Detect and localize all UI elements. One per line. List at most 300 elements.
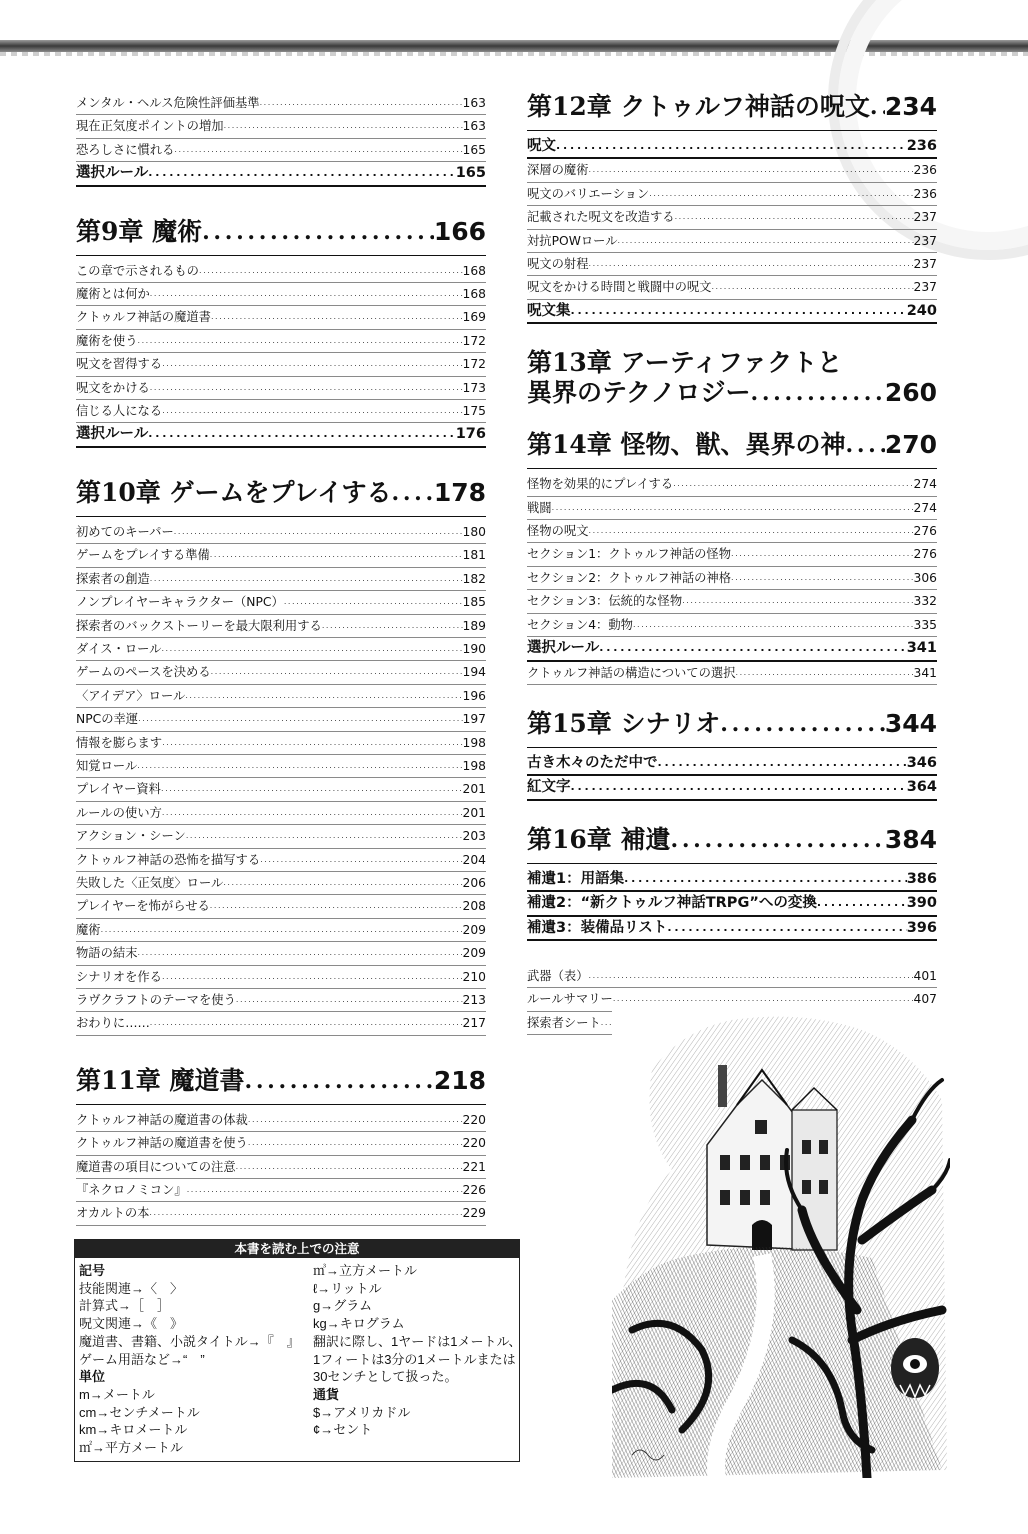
toc-entry-page: 196 <box>462 688 486 703</box>
toc-entry-page: 176 <box>455 426 486 443</box>
dot-leader <box>618 230 914 252</box>
toc-entry[interactable] <box>527 543 937 566</box>
toc-entry-page: 274 <box>913 500 937 515</box>
toc-entry-page: 221 <box>462 1159 486 1174</box>
toc-entry-title: 補遺2：“新クトゥルフ神話TRPG”への変換 <box>527 895 817 912</box>
toc-entry[interactable] <box>527 662 937 685</box>
dot-leader <box>649 183 913 205</box>
spacer <box>76 187 486 217</box>
toc-entry-title: 選択ルール <box>76 426 149 443</box>
dot-leader <box>589 159 914 181</box>
toc-entry-title: セクション4：動物 <box>527 617 633 632</box>
dot-leader <box>731 567 913 589</box>
toc-entry-title: メンタル・ヘルス危険性評価基準 <box>76 96 260 110</box>
toc-entry-page: 163 <box>462 119 486 134</box>
toc-entry-page: 173 <box>462 380 486 395</box>
notes-column-left <box>79 1262 309 1457</box>
dot-leader <box>751 378 885 408</box>
dot-leader <box>162 966 463 988</box>
chapter-title: 第15章 シナリオ <box>527 708 721 738</box>
dot-leader <box>138 330 463 352</box>
toc-entry-page: 236 <box>913 186 937 201</box>
notes-heading: 通貨 <box>313 1386 340 1402</box>
spacer <box>527 420 937 430</box>
dot-leader <box>658 752 907 774</box>
toc-entry-title: おわりに…… <box>76 1016 150 1031</box>
toc-entry-page: 220 <box>462 1136 486 1151</box>
toc-entry[interactable] <box>527 776 937 800</box>
toc-entry-page: 236 <box>906 138 937 154</box>
toc-entry-page: 169 <box>462 310 486 325</box>
toc-entry-page: 175 <box>462 404 486 419</box>
dot-leader <box>224 115 463 137</box>
toc-entry-title: 選択ルール <box>76 165 149 182</box>
toc-entry[interactable] <box>527 159 937 182</box>
chapter-page: 344 <box>884 708 937 738</box>
toc-entry-title: 深層の魔術 <box>527 163 589 178</box>
dot-leader <box>624 868 907 890</box>
toc-entry[interactable] <box>527 230 937 253</box>
chapter-heading[interactable] <box>76 1066 486 1105</box>
notes-line: ゲーム用語など→“ ” <box>79 1351 205 1367</box>
toc-entry[interactable] <box>76 1012 486 1035</box>
toc-entry-title: ダイス・ロール <box>76 641 162 656</box>
toc-entry-page: 209 <box>462 946 486 961</box>
notes-line: kg→キログラム <box>313 1316 405 1332</box>
toc-entry[interactable] <box>76 989 486 1012</box>
toc-entry-page: 220 <box>462 1112 486 1127</box>
notes-heading: 記号 <box>79 1263 106 1278</box>
dot-leader <box>571 300 907 322</box>
toc-entry-page: 401 <box>913 968 937 983</box>
chapter-title: 第16章 補遺 <box>527 824 671 854</box>
dot-leader <box>161 638 462 660</box>
toc-entry-page: 197 <box>462 712 486 727</box>
toc-entry-page: 206 <box>462 875 486 890</box>
toc-entry[interactable] <box>527 614 937 637</box>
toc-entry-page: 213 <box>462 993 486 1007</box>
toc-entry[interactable] <box>76 825 486 848</box>
toc-entry[interactable] <box>76 919 486 942</box>
toc-entry-title: クトゥルフ神話の構造についての選択 <box>527 665 736 680</box>
toc-entry[interactable] <box>76 802 486 825</box>
notes-line: 翻訳に際し、1ヤードは1メートル、 <box>313 1333 522 1349</box>
toc-entry[interactable] <box>527 300 937 324</box>
toc-entry-title: 呪文の射程 <box>527 257 589 272</box>
toc-entry[interactable] <box>527 637 937 661</box>
toc-entry-page: 201 <box>462 782 486 797</box>
toc-entry[interactable] <box>76 115 486 138</box>
dot-leader <box>161 778 463 800</box>
toc-entry[interactable] <box>76 568 486 591</box>
toc-entry-title: 対抗POWロール <box>527 233 618 248</box>
toc-entry-page: 210 <box>462 969 486 984</box>
toc-entry-title: 魔道書の項目についての注意 <box>76 1159 236 1174</box>
toc-entry[interactable] <box>76 1109 486 1132</box>
toc-entry[interactable] <box>76 1132 486 1155</box>
toc-entry[interactable] <box>76 708 486 731</box>
toc-entry-page: 390 <box>906 895 937 912</box>
toc-entry-title: ゲームのペースを決める <box>76 665 211 680</box>
toc-entry-page: 341 <box>906 640 937 657</box>
spacer <box>76 1036 486 1066</box>
toc-entry-title: シナリオを作る <box>76 969 162 984</box>
toc-entry-page: 335 <box>913 617 937 632</box>
toc-entry[interactable] <box>527 567 937 590</box>
toc-entry-page: 341 <box>913 665 937 680</box>
chapter-title-line2: 異界のテクノロジー <box>527 378 751 408</box>
dot-leader <box>174 139 462 161</box>
notes-line: $→アメリカドル <box>313 1404 411 1420</box>
toc-entry[interactable] <box>527 892 937 916</box>
toc-entry-page: 274 <box>913 477 937 492</box>
dot-leader <box>162 353 462 375</box>
toc-entry-page: 172 <box>462 333 486 348</box>
spacer <box>527 685 937 709</box>
notes-line: ㎥→立方メートル <box>313 1263 418 1278</box>
toc-entry[interactable] <box>527 520 937 543</box>
toc-entry-title: オカルトの本 <box>76 1206 150 1221</box>
toc-entry-page: 229 <box>462 1206 486 1221</box>
reading-notes-box <box>74 1239 520 1462</box>
toc-entry-page: 168 <box>462 263 486 278</box>
toc-entry-title: NPCの幸運 <box>76 712 139 727</box>
toc-entry-title: セクション3：伝統的な怪物 <box>527 594 683 609</box>
toc-entry[interactable] <box>76 162 486 186</box>
toc-entry[interactable] <box>76 849 486 872</box>
toc-entry-title: 探索者のバックストーリーを最大限利用する <box>76 618 322 633</box>
toc-entry[interactable] <box>76 92 486 115</box>
dot-leader <box>248 1109 463 1131</box>
toc-entry[interactable] <box>76 521 486 544</box>
toc-entry[interactable] <box>76 1156 486 1179</box>
dot-leader <box>260 92 463 114</box>
dot-leader <box>202 217 434 247</box>
toc-entry-title: 初めてのキーパー <box>76 524 174 539</box>
notes-line: m→メートル <box>79 1386 155 1402</box>
toc-entry-title: 呪文をかける時間と戦闘中の呪文 <box>527 280 712 295</box>
toc-entry[interactable] <box>76 591 486 614</box>
dot-leader <box>185 685 462 707</box>
toc-entry-title: 探索者の創造 <box>76 571 150 586</box>
toc-entry[interactable] <box>76 330 486 353</box>
dot-leader <box>236 989 463 1011</box>
dot-leader <box>817 892 907 914</box>
toc-entry-title: 紅文字 <box>527 779 571 796</box>
toc-entry-title: 『ネクロノミコン』 <box>76 1183 187 1198</box>
chapter-title: 第10章 ゲームをプレイする <box>76 477 392 507</box>
toc-entry-title: この章で示されるもの <box>76 263 199 278</box>
toc-entry[interactable] <box>76 139 486 162</box>
toc-entry-page: 332 <box>913 594 937 609</box>
dot-leader <box>162 400 462 422</box>
dot-leader <box>138 942 463 964</box>
notes-line: 呪文関連→《 》 <box>79 1316 184 1332</box>
chapter-title: 第11章 魔道書 <box>76 1065 245 1095</box>
dot-leader <box>211 661 463 683</box>
toc-entry-title: 現在正気度ポイントの増加 <box>76 119 224 134</box>
toc-entry-page: 237 <box>913 233 937 248</box>
notes-line: 計算式→［ ］ <box>79 1298 171 1314</box>
dot-leader <box>260 849 462 871</box>
toc-entry-title: 呪文集 <box>527 302 571 319</box>
dot-leader <box>552 497 914 519</box>
toc-entry[interactable] <box>76 306 486 329</box>
toc-entry[interactable] <box>76 685 486 708</box>
toc-entry-title: クトゥルフ神話の恐怖を描写する <box>76 852 261 867</box>
toc-entry[interactable] <box>76 423 486 447</box>
toc-entry[interactable] <box>527 965 937 988</box>
toc-entry[interactable] <box>527 135 937 159</box>
dot-leader <box>711 276 913 298</box>
toc-entry-page: 165 <box>455 165 486 182</box>
dot-leader <box>211 306 463 328</box>
toc-entry-title: 戦闘 <box>527 500 552 515</box>
toc-entry-title: クトゥルフ神話の魔道書 <box>76 310 211 325</box>
toc-right-column <box>527 92 937 1035</box>
toc-entry-page: 226 <box>462 1183 486 1198</box>
toc-entry[interactable] <box>76 872 486 895</box>
dot-leader <box>613 988 914 1010</box>
toc-left-column <box>76 92 486 1226</box>
toc-entry[interactable] <box>76 1179 486 1202</box>
toc-entry-title: 呪文 <box>527 138 556 154</box>
toc-entry[interactable] <box>527 988 937 1011</box>
dot-leader <box>138 708 462 730</box>
toc-entry[interactable] <box>527 590 937 613</box>
toc-entry-page: 181 <box>462 548 486 563</box>
toc-entry[interactable] <box>76 661 486 684</box>
toc-entry[interactable] <box>76 260 486 283</box>
toc-entry-title: 魔術 <box>76 922 101 937</box>
dot-leader <box>149 1202 462 1224</box>
toc-entry-title: セクション1：クトゥルフ神話の怪物 <box>527 547 732 562</box>
dot-leader <box>223 872 462 894</box>
toc-entry[interactable] <box>527 752 937 776</box>
chapter-title-line2-row <box>527 378 937 408</box>
toc-entry-page: 237 <box>913 280 937 295</box>
toc-entry-page: 168 <box>462 287 486 302</box>
chapter-page: 260 <box>884 378 937 408</box>
chapter-title: 第12章 クトゥルフ神話の呪文 <box>527 92 870 121</box>
dot-leader <box>731 543 913 565</box>
notes-column-right <box>313 1262 522 1439</box>
toc-entry-title: 物語の結末 <box>76 946 138 961</box>
dot-leader <box>210 895 463 917</box>
toc-entry-title: アクション・シーン <box>76 829 186 844</box>
dot-leader <box>589 965 914 987</box>
toc-entry[interactable] <box>76 778 486 801</box>
notes-line: ¢→セント <box>313 1422 373 1438</box>
dot-leader <box>101 919 463 941</box>
notes-title: 本書を読む上での注意 <box>75 1240 519 1258</box>
toc-entry-title: ルールサマリー <box>527 992 613 1007</box>
notes-line: g→グラム <box>313 1298 373 1314</box>
dot-leader <box>162 802 463 824</box>
toc-entry-title: 怪物の呪文 <box>527 524 589 539</box>
toc-entry-page: 237 <box>913 257 937 272</box>
toc-entry-title: 探索者シート <box>527 1015 601 1030</box>
toc-entry-title: プレイヤーを怖がらせる <box>76 899 210 914</box>
toc-entry-page: 237 <box>913 210 937 225</box>
toc-entry[interactable] <box>76 283 486 306</box>
toc-entry[interactable] <box>76 544 486 567</box>
toc-entry-title: 信じる人になる <box>76 404 163 419</box>
notes-line: 魔道書、書籍、小説タイトル→『 』 <box>79 1333 300 1349</box>
notes-line: 1フィートは3分の1メートルまたは <box>313 1351 516 1367</box>
dot-leader <box>284 591 463 613</box>
dot-leader <box>673 473 913 495</box>
toc-entry-title: 武器（表） <box>527 968 589 983</box>
chapter-page: 166 <box>433 216 486 246</box>
toc-entry-title: 記載された呪文を改造する <box>527 210 675 225</box>
dot-leader <box>599 637 907 659</box>
toc-entry-title: ルールの使い方 <box>76 805 162 820</box>
dot-leader <box>236 1156 463 1178</box>
chapter-heading[interactable] <box>527 430 937 469</box>
chapter-page: 270 <box>884 430 937 460</box>
chapter-page: 218 <box>433 1065 486 1095</box>
chapter-page: 178 <box>433 477 486 507</box>
toc-entry-page: 165 <box>462 142 486 157</box>
toc-entry[interactable] <box>76 400 486 423</box>
dot-leader <box>633 614 914 636</box>
dot-leader <box>720 709 885 739</box>
toc-entry[interactable] <box>527 917 937 941</box>
toc-entry[interactable] <box>527 473 937 496</box>
toc-entry[interactable] <box>527 253 937 276</box>
chapter-heading[interactable] <box>527 825 937 864</box>
dot-leader <box>322 615 463 637</box>
toc-entry-title: 魔術を使う <box>76 333 138 348</box>
chapter-heading[interactable] <box>527 709 937 748</box>
dot-leader <box>667 917 906 939</box>
notes-line: km→キロメートル <box>79 1422 188 1438</box>
toc-entry[interactable] <box>527 497 937 520</box>
toc-entry-page: 236 <box>913 163 937 178</box>
notes-line: cm→センチメートル <box>79 1404 200 1420</box>
toc-entry-page: 201 <box>462 805 486 820</box>
dot-leader <box>589 253 914 275</box>
spacer <box>527 324 937 348</box>
dot-leader <box>174 521 463 543</box>
chapter-page: 234 <box>884 92 937 121</box>
dot-leader <box>571 776 907 798</box>
dot-leader <box>210 544 463 566</box>
toc-entry-title: 〈アイデア〉ロール <box>76 688 186 703</box>
toc-entry[interactable] <box>76 638 486 661</box>
toc-entry-page: 276 <box>913 547 937 562</box>
chapter-heading[interactable] <box>76 478 486 517</box>
toc-entry-page: 182 <box>462 571 486 586</box>
toc-entry[interactable] <box>527 276 937 299</box>
notes-line: ℓ→リットル <box>313 1280 382 1296</box>
toc-entry[interactable] <box>76 1202 486 1225</box>
toc-entry[interactable] <box>76 353 486 376</box>
dot-leader <box>150 377 463 399</box>
toc-entry-page: 190 <box>462 641 486 656</box>
chapter-title: 第14章 怪物、獣、異界の神 <box>527 430 846 460</box>
toc-entry-title: プレイヤー資料 <box>76 782 161 797</box>
chapter-heading[interactable] <box>76 217 486 256</box>
toc-entry-title: 失敗した〈正気度〉ロール <box>76 875 224 890</box>
toc-entry-page: 386 <box>906 870 937 887</box>
toc-entry-page: 276 <box>913 524 937 539</box>
toc-entry-page: 240 <box>906 302 937 319</box>
toc-entry-page: 203 <box>462 829 486 844</box>
dot-leader <box>589 520 914 542</box>
toc-entry-title: 選択ルール <box>527 640 600 657</box>
toc-entry-page: 185 <box>462 595 486 610</box>
spacer <box>527 801 937 825</box>
toc-entry[interactable] <box>76 755 486 778</box>
toc-entry-title: クトゥルフ神話の魔道書の体裁 <box>76 1112 248 1127</box>
dot-leader <box>675 206 914 228</box>
notes-line: ㎡→平方メートル <box>79 1440 184 1456</box>
toc-entry-title: 情報を膨らます <box>76 735 163 750</box>
dot-leader <box>199 260 463 282</box>
dot-leader <box>392 478 434 508</box>
toc-entry-title: クトゥルフ神話の魔道書を使う <box>76 1136 248 1151</box>
toc-entry[interactable] <box>527 868 937 892</box>
toc-entry-title: 補遺3：装備品リスト <box>527 919 668 936</box>
toc-entry[interactable] <box>527 183 937 206</box>
toc-entry-title: 呪文のバリエーション <box>527 186 650 201</box>
toc-entry[interactable] <box>76 966 486 989</box>
toc-entry-page: 209 <box>462 922 486 937</box>
toc-entry-page: 364 <box>906 779 937 796</box>
dot-leader <box>736 662 914 684</box>
toc-entry-page: 198 <box>462 758 486 773</box>
toc-entry[interactable] <box>76 942 486 965</box>
toc-entry-page: 180 <box>462 524 486 539</box>
chapter-heading[interactable] <box>527 92 937 131</box>
toc-entry-title: 補遺1：用語集 <box>527 870 625 887</box>
spacer <box>527 941 937 965</box>
toc-entry-page: 396 <box>906 919 937 936</box>
toc-entry-title: 知覚ロール <box>76 758 138 773</box>
toc-entry-title: 魔術とは何か <box>76 287 150 302</box>
notes-line: 30センチとして扱った。 <box>313 1369 458 1385</box>
dot-leader <box>556 135 907 157</box>
toc-entry[interactable] <box>76 615 486 638</box>
toc-entry-title: ラヴクラフトのテーマを使う <box>76 993 236 1007</box>
toc-entry-title: 恐ろしさに慣れる <box>76 142 175 157</box>
notes-line: 技能関連→〈 〉 <box>79 1280 184 1296</box>
toc-entry[interactable] <box>527 206 937 229</box>
toc-entry-title: ゲームをプレイする準備 <box>76 548 210 563</box>
toc-entry-page: 407 <box>913 992 937 1007</box>
toc-entry-page: 217 <box>462 1016 486 1031</box>
dot-leader <box>148 162 456 184</box>
dot-leader <box>150 283 463 305</box>
chapter-page: 384 <box>884 824 937 854</box>
toc-entry-page: 346 <box>906 754 937 771</box>
toc-entry-title: 怪物を効果的にプレイする <box>527 477 674 492</box>
dot-leader <box>870 92 885 122</box>
toc-entry[interactable] <box>76 377 486 400</box>
toc-entry-title: 呪文を習得する <box>76 357 163 372</box>
spacer <box>76 448 486 478</box>
toc-entry-title: ノンプレイヤーキャラクター（NPC） <box>76 595 284 610</box>
toc-entry[interactable] <box>76 732 486 755</box>
toc-entry[interactable] <box>76 895 486 918</box>
toc-entry-page: 194 <box>462 665 486 680</box>
dot-leader <box>671 825 885 855</box>
toc-entry-page: 208 <box>462 899 486 914</box>
chapter-heading[interactable] <box>527 348 937 416</box>
toc-entry-page: 204 <box>462 852 486 867</box>
